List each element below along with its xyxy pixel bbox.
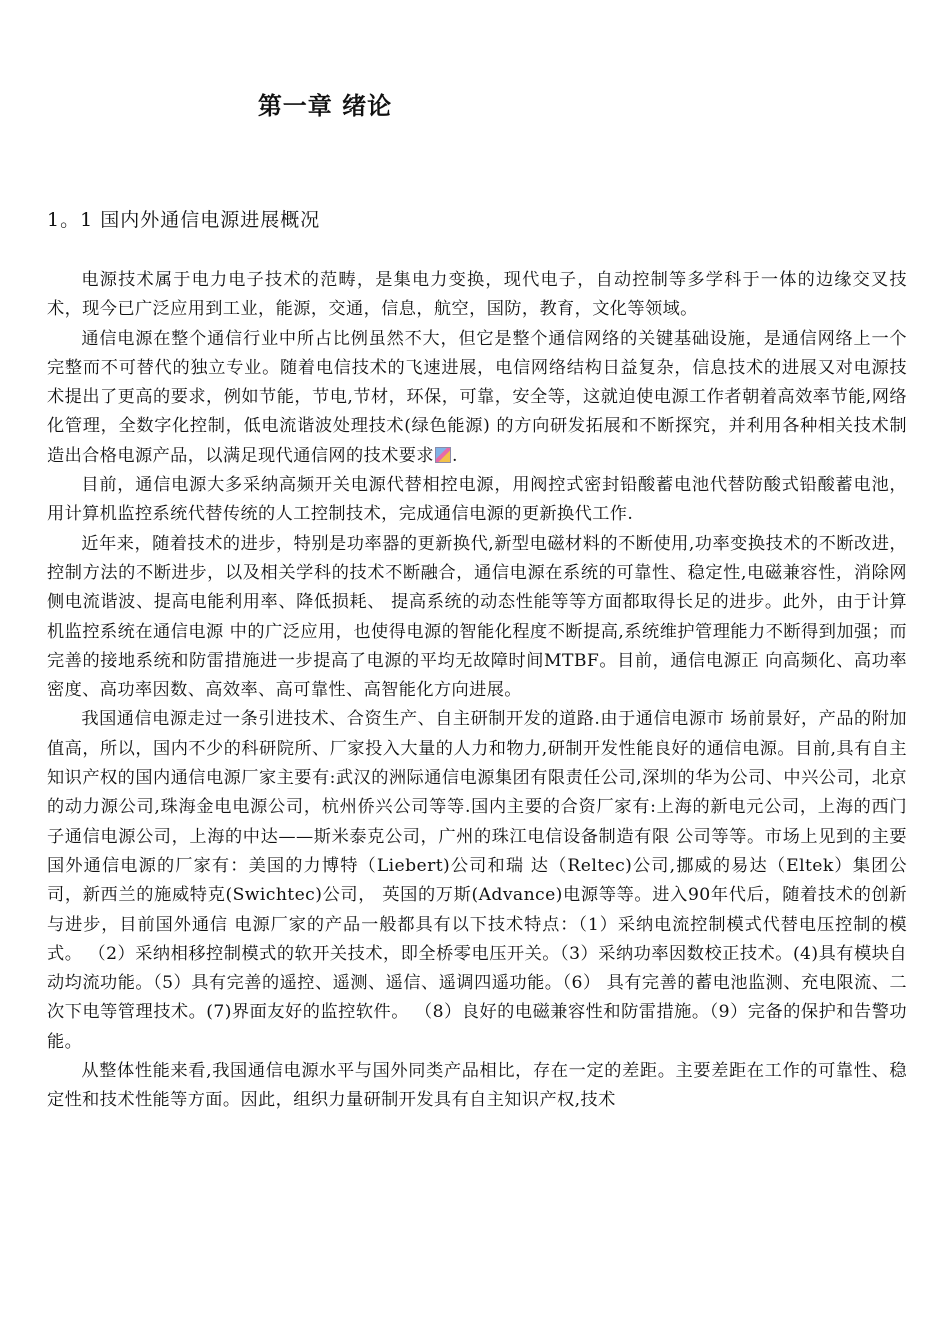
chapter-title: 第一章 绪论 bbox=[257, 92, 393, 120]
paragraph-2 bbox=[47, 325, 907, 471]
paragraph-2-text: 通信电源在整个通信行业中所占比例虽然不大，但它是整个通信网络的关键基础设施，是通信网络上一个完整而不可替代的独立专业。随着电信技术的飞速进展，电信网络结构日益复杂，信息技术的进展又对电源技术提出了更高的要求，例如节能，节电,节材，环保，可靠，安全等，这就迫使电源工作者朝着高效率节能,网络化管理，全数字化控制，低电流谐波处理技术(绿色能源) 的方向研发拓展和不断探究，并利用各种相关技术制造出合格电源产品，以满足现代通信网的技术要求 bbox=[47, 328, 907, 466]
inline-image-icon bbox=[435, 447, 451, 463]
body-text bbox=[47, 266, 907, 1116]
paragraph-2-suffix: . bbox=[451, 445, 458, 466]
paragraph-3 bbox=[47, 471, 907, 530]
paragraph-5-text: 我国通信电源走过一条引进技术、合资生产、自主研制开发的道路.由于通信电源市 场前景好，产品的附加值高，所以，国内不少的科研院所、厂家投入大量的人力和物力,研制开发性能良好的通信电源。目前,具有自主知识产权的国内通信电源厂家主要有:武汉的洲际通信电源集团有限责任公司,深圳的华为公司、中兴公司，北京的动力源公司,珠海金电电源公司，杭州侨兴公司等等.国内主要的合资厂家有:上海的新电元公司，上海的西门子通信电源公司，上海的中达——斯米泰克公司，广州的珠江电信设备制造有限 公司等等。市场上见到的主要国外通信电源的厂家有：美国的力博特（Liebert)公司和瑞 达（Reltec)公司,挪威的易达（Eltek）集团公司，新西兰的施威特克(Swichtec)公司， 英国的万斯(Advance)电源等等。进入90年代后，随着技术的创新与进步，目前国外通信 电源厂家的产品一般都具有以下技术特点：（1）采纳电流控制模式代替电压控制的模式。 （2）采纳相移控制模式的软开关技术，即全桥零电压开关。（3）采纳功率因数校正技术。(4)具有模块自动均流功能。（5）具有完善的遥控、遥测、遥信、遥调四遥功能。（6） 具有完善的蓄电池监测、充电限流、二次下电等管理技术。(7)界面友好的监控软件。 （8）良好的电磁兼容性和防雷措施。（9）完备的保护和告警功能。 bbox=[47, 709, 907, 1052]
paragraph-6 bbox=[47, 1057, 907, 1116]
paragraph-3-text: 目前，通信电源大多采纳高频开关电源代替相控电源，用阀控式密封铅酸蓄电池代替防酸式铅酸蓄电池，用计算机监控系统代替传统的人工控制技术，完成通信电源的更新换代工作. bbox=[47, 475, 907, 525]
paragraph-1 bbox=[47, 266, 907, 325]
section-title: 1。1 国内外通信电源进展概况 bbox=[47, 209, 321, 231]
paragraph-4 bbox=[47, 530, 907, 706]
paragraph-1-text: 电源技术属于电力电子技术的范畴，是集电力变换，现代电子，自动控制等多学科于一体的边缘交叉技术，现今已广泛应用到工业，能源，交通，信息，航空，国防，教育，文化等领域。 bbox=[47, 270, 907, 320]
paragraph-4-text: 近年来，随着技术的进步，特别是功率器的更新换代,新型电磁材料的不断使用,功率变换技术的不断改进，控制方法的不断进步，以及相关学科的技术不断融合，通信电源在系统的可靠性、稳定性,电磁兼容性，消除网侧电流谐波、提高电能利用率、降低损耗、 提高系统的动态性能等等方面都取得长足的进步。此外，由于计算机监控系统在通信电源 中的广泛应用，也使得电源的智能化程度不断提高,系统维护管理能力不断得到加强；而 完善的接地系统和防雷措施进一步提高了电源的平均无故障时间MTBF。目前，通信电源正 向高频化、高功率密度、高功率因数、高效率、高可靠性、高智能化方向进展。 bbox=[47, 533, 907, 701]
paragraph-6-text: 从整体性能来看,我国通信电源水平与国外同类产品相比，存在一定的差距。主要差距在工作的可靠性、稳定性和技术性能等方面。因此，组织力量研制开发具有自主知识产权,技术 bbox=[47, 1061, 907, 1111]
paragraph-5 bbox=[47, 705, 907, 1057]
